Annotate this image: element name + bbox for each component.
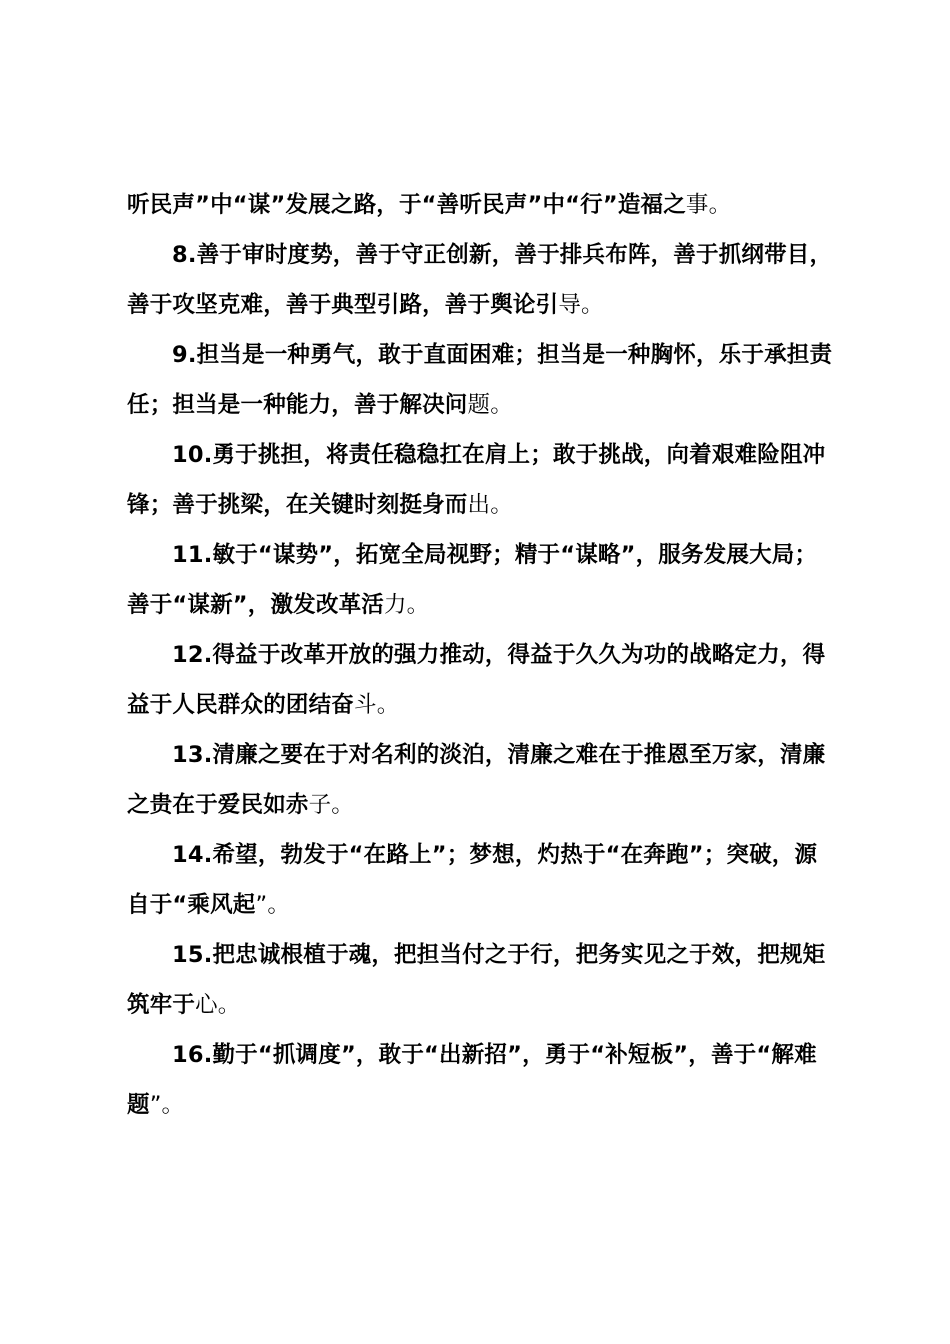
paragraph-12 (127, 630, 835, 730)
paragraph-end: 题。 (467, 392, 513, 418)
paragraph-text: 15.把忠诚根植于魂，把担当付之于行，把务实见之于效，把规矩筑牢于 (127, 942, 826, 1018)
paragraph-text: 9.担当是一种勇气，敢于直面困难；担当是一种胸怀，乐于承担责任；担当是一种能力，善于解决问 (127, 342, 833, 418)
paragraph-15 (127, 930, 835, 1030)
paragraph-16 (127, 1030, 835, 1130)
paragraph-text: 13.清廉之要在于对名利的淡泊，清廉之难在于推恩至万家，清廉之贵在于爱民如赤 (127, 742, 826, 818)
paragraph-end: ”。 (255, 892, 291, 918)
paragraph-text: 12.得益于改革开放的强力推动，得益于久久为功的战略定力，得益于人民群众的团结奋 (127, 642, 826, 718)
paragraph-end: 心。 (195, 992, 241, 1018)
paragraph-end: 导。 (558, 292, 604, 318)
paragraph-10 (127, 430, 835, 530)
paragraph-9 (127, 330, 835, 430)
paragraph-11 (127, 530, 835, 630)
paragraph-continuation (127, 180, 835, 230)
paragraph-14 (127, 830, 835, 930)
paragraph-text: 16.勤于“抓调度”，敢于“出新招”，勇于“补短板”，善于“解难题 (127, 1042, 817, 1118)
paragraph-8 (127, 230, 835, 330)
paragraph-text: 听民声”中“谋”发展之路，于“善听民声”中“行”造福之 (127, 192, 686, 218)
document-body (127, 180, 835, 1130)
paragraph-text: 14.希望，勃发于“在路上”；梦想，灼热于“在奔跑”；突破，源自于“乘风起 (127, 842, 818, 918)
paragraph-end: 出。 (467, 492, 513, 518)
paragraph-text: 10.勇于挑担，将责任稳稳扛在肩上；敢于挑战，向着艰难险阻冲锋；善于挑梁，在关键时刻挺身而 (127, 442, 826, 518)
paragraph-end: ”。 (149, 1092, 185, 1118)
paragraph-end: 子。 (308, 792, 355, 818)
paragraph-end: 斗。 (354, 692, 400, 718)
paragraph-text: 8.善于审时度势，善于守正创新，善于排兵布阵，善于抓纲带目，善于攻坚克难，善于典型引路，善于舆论引 (127, 242, 833, 318)
paragraph-end: 事。 (685, 192, 732, 218)
paragraph-end: 力。 (383, 592, 430, 618)
paragraph-text: 11.敏于“谋势”，拓宽全局视野；精于“谋略”，服务发展大局；善于“谋新”，激发改革活 (127, 542, 818, 618)
paragraph-13 (127, 730, 835, 830)
